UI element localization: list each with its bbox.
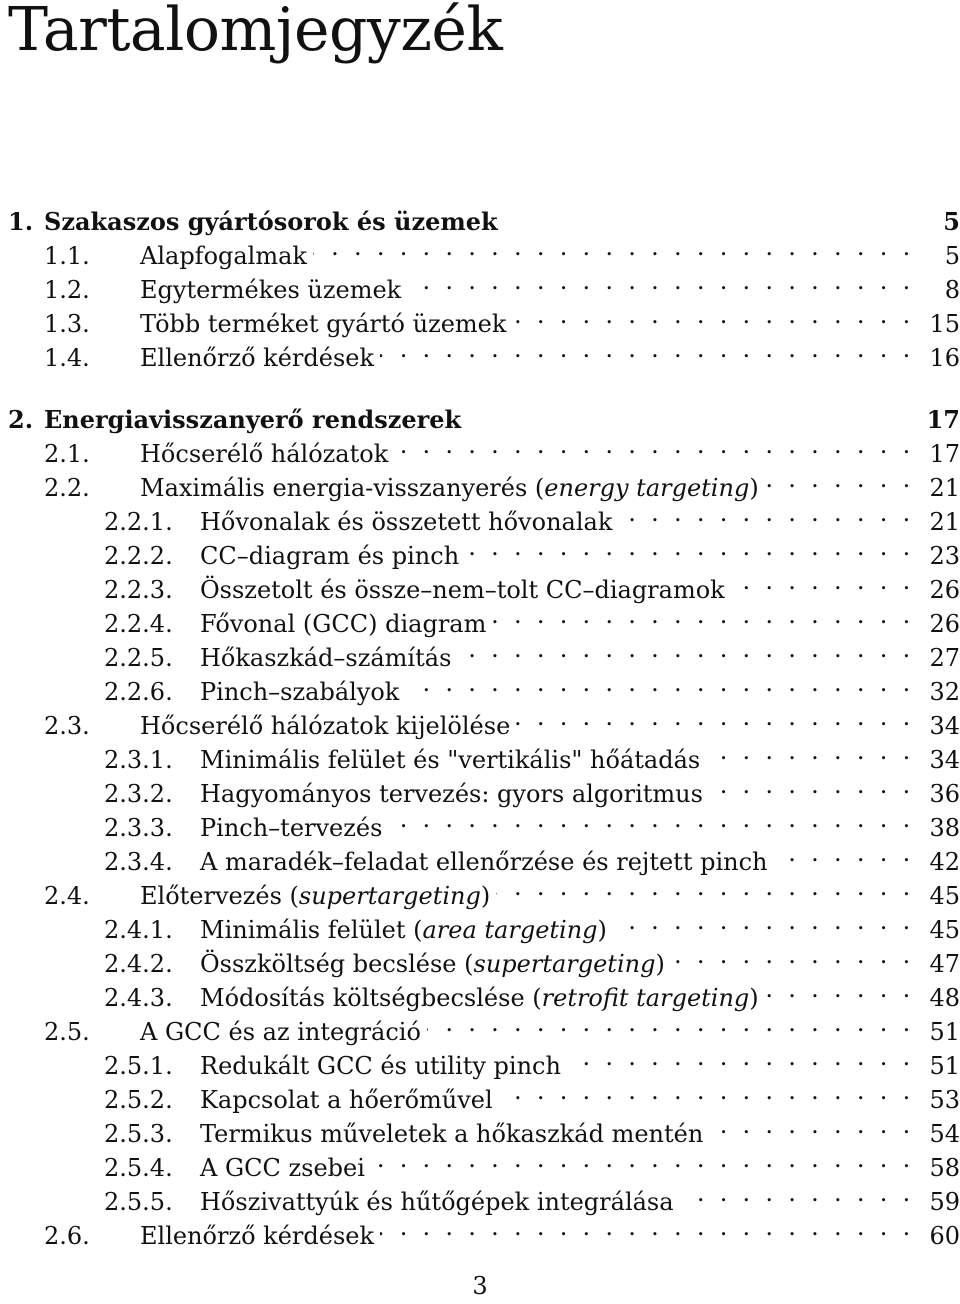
toc-entry-title: A maradék–feladat ellenőrzése és rejtett pinch [200,848,768,876]
toc-entry-page: 59 [929,1188,960,1216]
toc-entry[interactable] [8,1210,960,1250]
toc-entry-number: 1. [8,207,34,236]
toc-entry[interactable] [8,1108,960,1148]
toc-entry-title: Energiavisszanyerő rendszerek [44,405,462,434]
toc-entry-number: 2.3.1. [104,746,173,774]
toc-leader-dots [457,632,914,666]
toc-entry[interactable] [8,598,960,638]
toc-entry-page: 26 [929,610,960,638]
toc-entry-page: 27 [929,644,960,672]
toc-entry[interactable] [8,1074,960,1114]
toc-entry[interactable] [8,802,960,842]
toc-entry[interactable] [8,1040,960,1080]
toc-leader-dots [706,734,914,768]
toc-leader-dots [765,462,914,496]
toc-entry-number: 2.5. [44,1018,90,1046]
toc-entry-title: Pinch–tervezés [200,814,383,842]
toc-entry-title: A GCC és az integráció [140,1018,421,1046]
toc-leader-dots [613,904,914,938]
toc-entry-number: 2.4.1. [104,916,173,944]
toc-entry-title: Hőkaszkád–számítás [200,644,452,672]
toc-entry-number: 1.4. [44,344,90,372]
toc-entry-title: Kapcsolat a hőerőművel [200,1086,493,1114]
toc-entry-page: 38 [929,814,960,842]
toc-leader-dots [496,870,914,904]
toc-leader-dots [492,598,914,632]
toc-entry[interactable] [8,264,960,304]
toc-leader-dots [709,1108,914,1142]
toc-entry-title: Hőcserélő hálózatok [140,440,389,468]
toc-entry[interactable] [8,666,960,706]
toc-entry[interactable] [8,1142,960,1182]
toc-entry[interactable] [8,972,960,1012]
toc-entry[interactable] [8,428,960,468]
toc-entry-number: 1.3. [44,310,90,338]
toc-entry-page: 5 [943,207,960,236]
toc-entry-page: 21 [929,508,960,536]
toc-entry-page: 36 [929,780,960,808]
toc-leader-dots [618,496,914,530]
page-number: 3 [472,1272,488,1300]
toc-entry-number: 2. [8,405,34,434]
toc-entry-title: A GCC zsebei [200,1154,365,1182]
toc-entry-number: 2.6. [44,1222,90,1250]
toc-entry-page: 16 [929,344,960,372]
toc-entry-number: 2.5.1. [104,1052,173,1080]
toc-entry-page: 32 [929,678,960,706]
toc-leader-dots [680,1176,914,1210]
toc-entry-number: 1.1. [44,242,90,270]
toc-entry-title: Hőszivattyúk és hűtőgépek integrálása [200,1188,674,1216]
toc-entry-title: Szakaszos gyártósorok és üzemek [44,207,498,236]
toc-entry-page: 26 [929,576,960,604]
toc-entry-page: 47 [929,950,960,978]
toc-entry-number: 2.2. [44,474,90,502]
toc-entry-page: 15 [929,310,960,338]
toc-entry-page: 51 [929,1052,960,1080]
toc-leader-dots [567,1040,914,1074]
toc-entry-number: 2.5.4. [104,1154,173,1182]
toc-entry[interactable] [8,496,960,536]
toc-entry-page: 48 [929,984,960,1012]
toc-entry-number: 2.2.2. [104,542,173,570]
toc-leader-dots [407,264,914,298]
toc-entry[interactable] [8,768,960,808]
toc-entry-page: 23 [929,542,960,570]
toc-entry-title: Összetolt és össze–nem–tolt CC–diagramok [200,576,725,604]
toc-entry[interactable] [8,462,960,502]
toc-entry[interactable] [8,904,960,944]
toc-leader-dots [504,196,914,230]
toc-leader-dots [380,1210,914,1244]
toc-chapter-entry[interactable] [8,394,960,434]
toc-entry-page: 42 [929,848,960,876]
toc-entry[interactable] [8,1006,960,1046]
toc-leader-dots [371,1142,914,1176]
toc-entry-number: 2.4.3. [104,984,173,1012]
toc-entry[interactable] [8,734,960,774]
toc-entry-title: Módosítás költségbecslése (retrofit targeting) [200,984,759,1012]
toc-leader-dots [394,428,914,462]
toc-entry[interactable] [8,632,960,672]
toc-leader-dots [671,938,914,972]
toc-leader-dots [405,666,914,700]
toc-entry-title: Hagyományos tervezés: gyors algoritmus [200,780,703,808]
toc-entry-page: 21 [929,474,960,502]
toc-entry-number: 2.3.2. [104,780,173,808]
toc-entry-number: 1.2. [44,276,90,304]
toc-entry-page: 45 [929,916,960,944]
toc-entry-number: 2.2.3. [104,576,173,604]
toc-entry-number: 2.4. [44,882,90,910]
toc-entry[interactable] [8,332,960,372]
toc-entry-page: 60 [929,1222,960,1250]
toc-entry-title: Minimális felület (area targeting) [200,916,607,944]
toc-leader-dots [731,564,914,598]
toc-entry-number: 2.1. [44,440,90,468]
toc-entry-title: Alapfogalmak [140,242,307,270]
toc-entry[interactable] [8,836,960,876]
toc-leader-dots [765,972,914,1006]
toc-entry[interactable] [8,530,960,570]
toc-entry-number: 2.3.3. [104,814,173,842]
toc-leader-dots [427,1006,914,1040]
toc-entry[interactable] [8,1176,960,1216]
toc-entry-title: Termikus műveletek a hőkaszkád mentén [200,1120,704,1148]
toc-leader-dots [313,230,914,264]
toc-entry-number: 2.2.4. [104,610,173,638]
toc-entry-number: 2.2.6. [104,678,173,706]
toc-entry-number: 2.4.2. [104,950,173,978]
toc-entry-page: 17 [929,440,960,468]
toc-entry-title: Több terméket gyártó üzemek [140,310,507,338]
toc-entry-number: 2.5.2. [104,1086,173,1114]
toc-entry-number: 2.2.1. [104,508,173,536]
toc-leader-dots [388,802,914,836]
toc-entry-page: 8 [944,276,960,304]
toc-entry-number: 2.3. [44,712,90,740]
toc-entry[interactable] [8,870,960,910]
toc-entry-title: Előtervezés (supertargeting) [140,882,491,910]
toc-entry-title: Minimális felület és "vertikális" hőátadás [200,746,701,774]
toc-entry-page: 17 [926,405,960,434]
toc-entry-number: 2.5.3. [104,1120,173,1148]
toc-entry-page: 53 [929,1086,960,1114]
toc-entry-page: 5 [944,242,960,270]
toc-entry-title: Redukált GCC és utility pinch [200,1052,561,1080]
toc-leader-dots [512,298,914,332]
toc-entry-title: Fővonal (GCC) diagram [200,610,487,638]
toc-entry-title: Egytermékes üzemek [140,276,402,304]
page-title: Tartalomjegyzék [8,0,503,65]
toc-entry-number: 2.2.5. [104,644,173,672]
toc-entry-title: Hőcserélő hálózatok kijelölése [140,712,511,740]
toc-entry[interactable] [8,564,960,604]
toc-entry-title: Maximális energia-visszanyerés (energy targeting) [140,474,759,502]
toc-entry-title: Pinch–szabályok [200,678,400,706]
toc-entry-page: 34 [929,746,960,774]
toc-entry[interactable] [8,230,960,270]
toc-chapter-entry[interactable] [8,196,960,236]
toc-entry-page: 54 [929,1120,960,1148]
toc-entry[interactable] [8,938,960,978]
toc-entry-title: Ellenőrző kérdések [140,1222,375,1250]
toc-entry[interactable] [8,298,960,338]
toc-entry-title: CC–diagram és pinch [200,542,460,570]
toc-entry-number: 2.5.5. [104,1188,173,1216]
toc-entry-page: 45 [929,882,960,910]
toc-entry-page: 51 [929,1018,960,1046]
toc-leader-dots [499,1074,914,1108]
toc-entry[interactable] [8,700,960,740]
toc-leader-dots [516,700,914,734]
toc-leader-dots [774,836,915,870]
toc-entry-title: Hővonalak és összetett hővonalak [200,508,613,536]
toc-entry-page: 58 [929,1154,960,1182]
toc-entry-title: Ellenőrző kérdések [140,344,375,372]
toc-leader-dots [467,394,914,428]
toc-leader-dots [709,768,914,802]
toc-entry-number: 2.3.4. [104,848,173,876]
toc-entry-title: Összköltség becslése (supertargeting) [200,950,665,978]
toc-leader-dots [380,332,914,366]
toc-entry-page: 34 [929,712,960,740]
toc-leader-dots [465,530,914,564]
